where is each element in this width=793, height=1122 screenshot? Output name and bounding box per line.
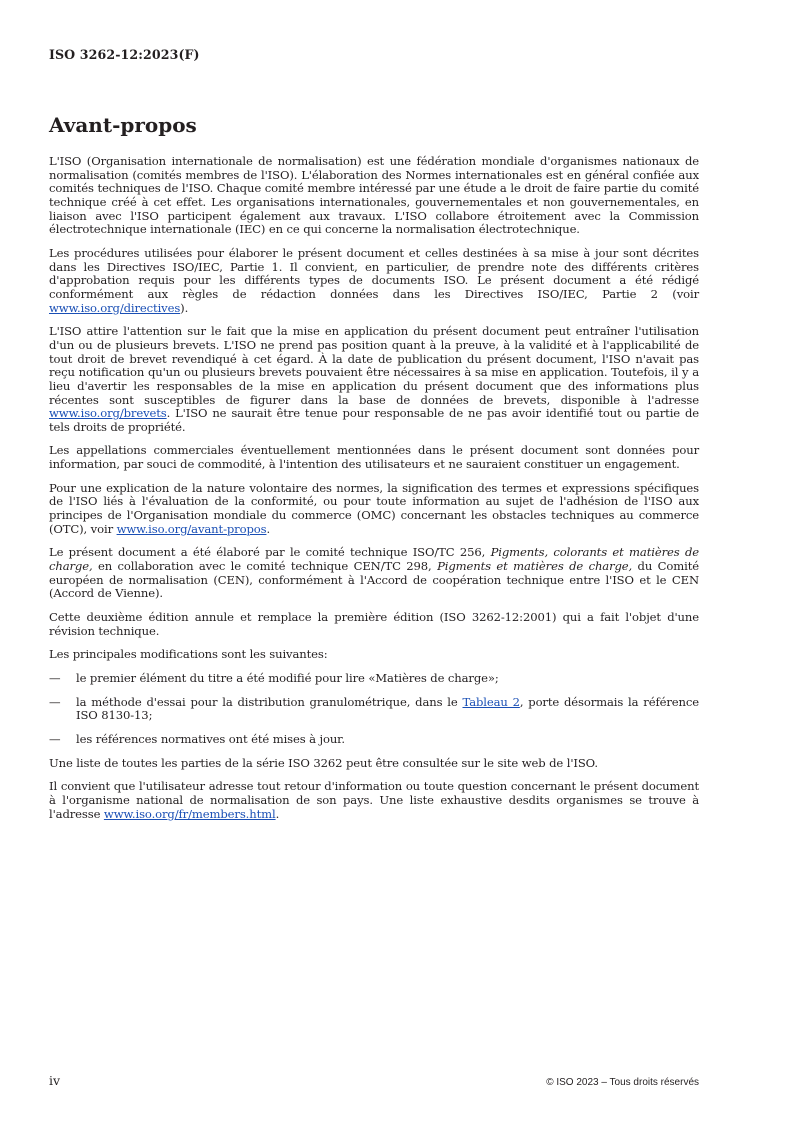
document-id: ISO 3262-12:2023(F) xyxy=(49,47,200,62)
list-item: — la méthode d'essai pour la distribution granulométrique, dans le Tableau 2, porte désormais la référence ISO 8130-13; xyxy=(49,694,699,723)
page-footer xyxy=(49,1073,699,1088)
link-directives[interactable]: www.iso.org/directives xyxy=(49,300,181,315)
link-brevets[interactable]: www.iso.org/brevets xyxy=(49,406,167,421)
list-dash: — xyxy=(49,671,61,685)
paragraph-feedback: Il convient que l'utilisateur adresse tout retour d'information ou toute question concernant le présent document à l'organisme national de normalisation de son pays. Une liste exhaustive desdits organismes se trouve à l'adresse www.iso.org/fr/members.html. xyxy=(49,779,699,821)
link-members[interactable]: www.iso.org/fr/members.html xyxy=(103,806,276,821)
list-item: — les références normatives ont été mises à jour. xyxy=(49,731,345,746)
paragraph-changes-intro: Les principales modifications sont les suivantes: xyxy=(49,647,328,662)
paragraph-patents: L'ISO attire l'attention sur le fait que la mise en application du présent document peut entraîner l'utilisation d'un ou de plusieurs brevets. L'ISO ne prend pas position quant à la preuve, à la validité et à l'applicabilité de tout droit de brevet revendiqué à cet égard. À la date de publication du présent document, l'ISO n'avait pas reçu notification qu'un ou plusieurs brevets pouvaient être nécessaires à sa mise en application. Toutefois, il y a lieu d'avertir les responsables de la mise en application du présent document que des informations plus récentes sont susceptibles de figurer dans la base de données de brevets, disponible à l'adresse www.iso.org/brevets. L'ISO ne saurait être tenue pour responsable de ne pas avoir identifié tout ou partie de tels droits de propriété. xyxy=(49,324,699,434)
foreword-body xyxy=(49,155,699,831)
page-title: Avant-propos xyxy=(49,113,197,137)
paragraph-committee: Le présent document a été élaboré par le comité technique ISO/TC 256, Pigments, colorants et matières de charge, en collaboration avec le comité technique CEN/TC 298, Pigments et matières de charge, du Comité européen de normalisation (CEN), conformément à l'Accord de coopération technique entre l'ISO et le CEN (Accord de Vienne). xyxy=(49,545,699,601)
paragraph-trade-names: Les appellations commerciales éventuellement mentionnées dans le présent document sont données pour information, par souci de commodité, à l'intention des utilisateurs et ne sauraient constituer un engagement. xyxy=(49,443,699,472)
list-dash: — xyxy=(49,731,61,746)
paragraph-series-list: Une liste de toutes les parties de la série ISO 3262 peut être consultée sur le site web de l'ISO. xyxy=(49,755,598,770)
paragraph-iso-intro: L'ISO (Organisation internationale de normalisation) est une fédération mondiale d'organismes nationaux de normalisation (comités membres de l'ISO). L'élaboration des Normes internationales est en général confiée aux comités techniques de l'ISO. Chaque comité membre intéressé par une étude a le droit de faire partie du comité technique créé à cet effet. Les organisations internationales, gouvernementales et non gouvernementales, en liaison avec l'ISO participent également aux travaux. L'ISO collabore étroitement avec la Commission électrotechnique internationale (IEC) en ce qui concerne la normalisation électrotechnique. xyxy=(49,154,699,237)
page-number: iv xyxy=(49,1073,61,1088)
paragraph-voluntary-nature: Pour une explication de la nature volontaire des normes, la signification des termes et expressions spécifiques de l'ISO liés à l'évaluation de la conformité, ou pour toute information au sujet de l'adhésion de l'ISO aux principes de l'Organisation mondiale du commerce (OMC) concernant les obstacles techniques au commerce (OTC), voir www.iso.org/avant-propos. xyxy=(49,480,699,536)
copyright-notice: © ISO 2023 – Tous droits réservés xyxy=(546,1077,699,1088)
paragraph-procedures: Les procédures utilisées pour élaborer le présent document et celles destinées à sa mise à jour sont décrites dans les Directives ISO/IEC, Partie 1. Il convient, en particulier, de prendre note des différents critères d'approbation requis pour les différents types de documents ISO. Le présent document a été rédigé conformément aux règles de rédaction données dans les Directives ISO/IEC, Partie 2 (voir www.iso.org/directives). xyxy=(49,245,699,315)
list-dash: — xyxy=(49,694,61,709)
link-tableau-2[interactable]: Tableau 2 xyxy=(462,694,520,709)
list-item: — le premier élément du titre a été modifié pour lire «Matières de charge»; xyxy=(49,671,499,685)
paragraph-edition: Cette deuxième édition annule et remplace la première édition (ISO 3262-12:2001) qui a fait l'objet d'une révision technique. xyxy=(49,610,699,638)
link-avant-propos[interactable]: www.iso.org/avant-propos xyxy=(116,521,267,536)
